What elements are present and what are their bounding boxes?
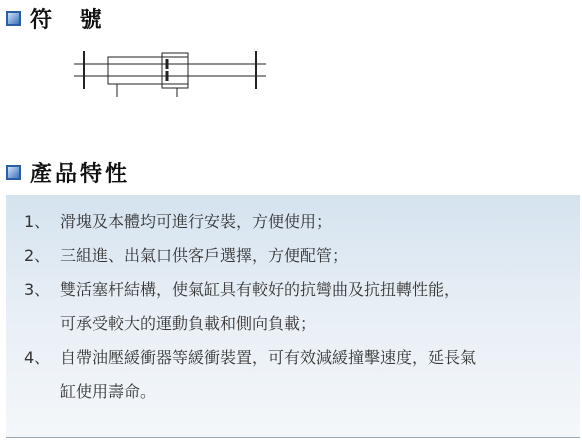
feature-text-continued: 缸使用壽命。	[60, 382, 157, 401]
feature-number: 1、	[24, 212, 51, 231]
feature-item	[24, 239, 570, 273]
feature-list	[24, 205, 570, 409]
cylinder-body	[108, 57, 188, 84]
features-heading-text: 產品特性	[30, 162, 131, 187]
feature-item	[24, 341, 570, 409]
feature-number: 2、	[24, 246, 51, 265]
slider-block	[162, 53, 188, 88]
feature-text: 滑塊及本體均可進行安裝，方便使用；	[60, 212, 333, 231]
square-bullet-icon	[6, 11, 21, 26]
symbol-section-heading	[6, 3, 112, 34]
features-panel	[6, 195, 580, 438]
features-section-heading	[6, 157, 130, 188]
feature-item	[24, 273, 570, 341]
symbol-heading-text: 符 號	[30, 8, 112, 33]
feature-text: 三組進、出氣口供客戶選擇，方便配管；	[60, 246, 349, 265]
feature-text-continued: 可承受較大的運動負載和側向負載；	[60, 314, 317, 333]
feature-number: 3、	[24, 280, 51, 299]
cylinder-symbol-diagram	[70, 48, 270, 108]
feature-text: 雙活塞杆結構，使氣缸具有較好的抗彎曲及抗扭轉性能，	[60, 280, 461, 299]
feature-text: 自帶油壓緩衝器等緩衝裝置，可有效減緩撞擊速度，延長氣	[60, 348, 477, 367]
square-bullet-icon	[6, 165, 21, 180]
feature-item	[24, 205, 570, 239]
feature-number: 4、	[24, 348, 51, 367]
